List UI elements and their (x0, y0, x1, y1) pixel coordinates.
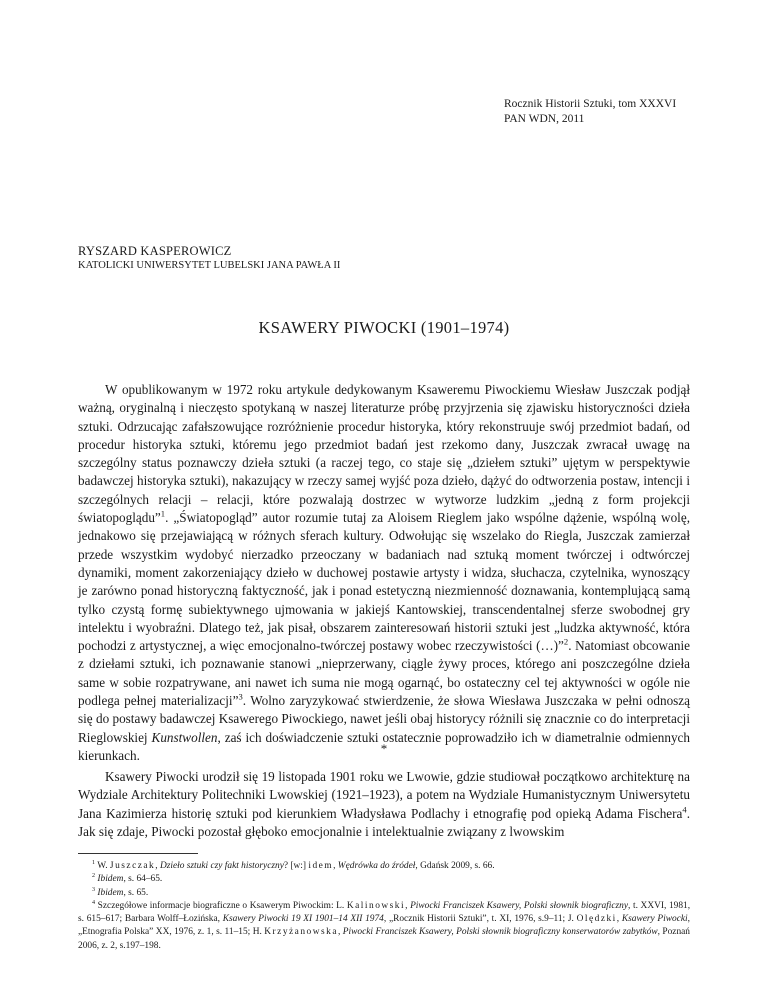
footnotes (78, 860, 690, 953)
journal-header (504, 97, 676, 127)
author-affiliation: KATOLICKI UNIWERSYTET LUBELSKI JANA PAWŁA II (78, 260, 341, 271)
author-name: RYSZARD KASPEROWICZ (78, 244, 232, 258)
footnote-2: $^2$ Ibidem, s. 64–65. (92, 873, 163, 885)
footnote-4: $^4$ Szczegółowe informacje biograficzne o Ksawerym Piwockim: L. Kalinowski, Piwocki Franciszek Ksawery, Polski słownik biograficzny, t. XXVI, 1981, s. 615–617; Barbara Wolff–Łozińska, Ksawery Piwocki 19 XI 1901–14 XII 1974, „Rocznik Historii Sztuki”, t. XI, 1976, s.9–11; J. Olędzki, Ksawery Piwocki, „Etnografia Polska” XX, 1976, z. 1, s. 11–15; H. Krzyżanowska, Piwocki Franciszek Ksawery, Polski słownik biograficzny konserwatorów zabytków, Poznań 2006, z. 2, s.197–198. (78, 899, 691, 951)
footnote-ref-3[interactable]: 3 (238, 691, 243, 702)
article-title: KSAWERY PIWOCKI (1901–1974) (258, 318, 510, 337)
journal-publisher: PAN WDN, 2011 (504, 113, 585, 125)
footnote-rule (78, 853, 198, 854)
footnote-ref-1[interactable]: 1 (160, 508, 166, 519)
footnote-3: $^3$ Ibidem, s. 65. (92, 886, 149, 898)
term-kunstwollen: Kunstwollen (151, 729, 218, 745)
footnote-ref-4[interactable]: 4 (682, 804, 687, 815)
footnote-ref-2[interactable]: 2 (563, 636, 569, 647)
section-separator: * (380, 741, 388, 756)
body-paragraph-2: Ksawery Piwocki urodził się 19 listopada 1901 roku we Lwowie, gdzie studiował początkowo architekturę na Wydziale Architektury Politechniki Lwowskiej (1921–1923), a potem na Wydziale Humanistycznym Uniwersytetu Jana Kazimierza historię sztuki pod kierunkiem Władysława Podlachy i etnografię pod opieką Adama Fischera$^4$. Jak się zdaje, Piwocki pozostał głęboko emocjonalnie i intelektualnie związany z lwowskim (78, 769, 690, 839)
footnote-1: $^1$ W. Juszczak, Dzieło sztuki czy fakt historyczny? [w:] idem, Wędrówka do źródeł, Gdańsk 2009, s. 66. (92, 859, 495, 871)
body-paragraph-1: W opublikowanym w 1972 roku artykule dedykowanym Ksaweremu Piwockiemu Wiesław Juszczak podjął ważną, oryginalną i nieczęsto spotykaną w naszej literaturze próbę przyjrzenia się zjawisku historyczności dzieła sztuki. Odrzucając zafałszowujące rozróżnienie procedur historyka, który rekonstruuje swój przedmiot badań, od procedur historyka sztuki, któremu jego przedmiot badań jest rzekomo dany, Juszczak zwracał uwagę na szczególny status poznawczy dzieła sztuki (a raczej tego, co staje się „dziełem sztuki” ujętym w perspektywie badawczej historyka sztuki), nakazujący w rzeczy samej wyjść poza dzieło, dążyć do odtworzenia postaw, intencji i szczególnych relacji – relacji, które pozwalają dostrzec w wytworze ludzkim „jedną z form projekcji światopoglądu”$^1$. „Światopogląd” autor rozumie tutaj za Aloisem Rieglem jako wspólne dążenie, wspólną wolę, jednakowo się przejawiającą w różnych sferach kultury. Odwołując się wszelako do Riegla, Juszczak zamierzał przede wszystkim wydobyć nierzadko przeoczany w badaniach nad sztuką moment twórczej i odtwórczej dynamiki, moment zakorzeniający dzieło w duchowej postawie artysty i widza, słuchacza, czytelnika, wynoszący je zarówno ponad historyczną faktyczność, jak i ponad estetyczną niezmienność doznawania, kontemplującą samą tylko czystą formę subiektywnego ujmowania w jakiejś Kantowskiej, transcendentalnej sferze swobodnej gry intelektu i wyobraźni. Dlatego też, jak pisał, obszarem zainteresowań historii sztuki jest „ludzka aktywność, która pochodzi z artystycznej, a więc emocjonalno-twórczej postawy wobec rzeczywistości (…)”$^2$. Natomiast obcowanie z dziełami sztuki, ich poznawanie stanowi „nieprzerwany, ciągle żywy proces, którego ani poszczególne dzieła same w sobie rozpatrywane, ani nawet ich suma nie mogą ogarnąć, bo ostateczny cel tej aktywności w ogóle nie podlega pełnej materializacji”$^3$. Wolno zaryzykować stwierdzenie, że słowa Wiesława Juszczaka w pełni odnoszą się do postawy badawczej Ksawerego Piwockiego, nawet jeśli obaj historycy różnili się znacznie co do interpretacji Rieglowskiej Kunstwollen, zaś ich doświadczenie sztuki ostatecznie poprowadziło ich w diametralnie odmiennych kierunkach. (78, 382, 691, 763)
journal-title: Rocznik Historii Sztuki, tom XXXVI (504, 98, 677, 110)
